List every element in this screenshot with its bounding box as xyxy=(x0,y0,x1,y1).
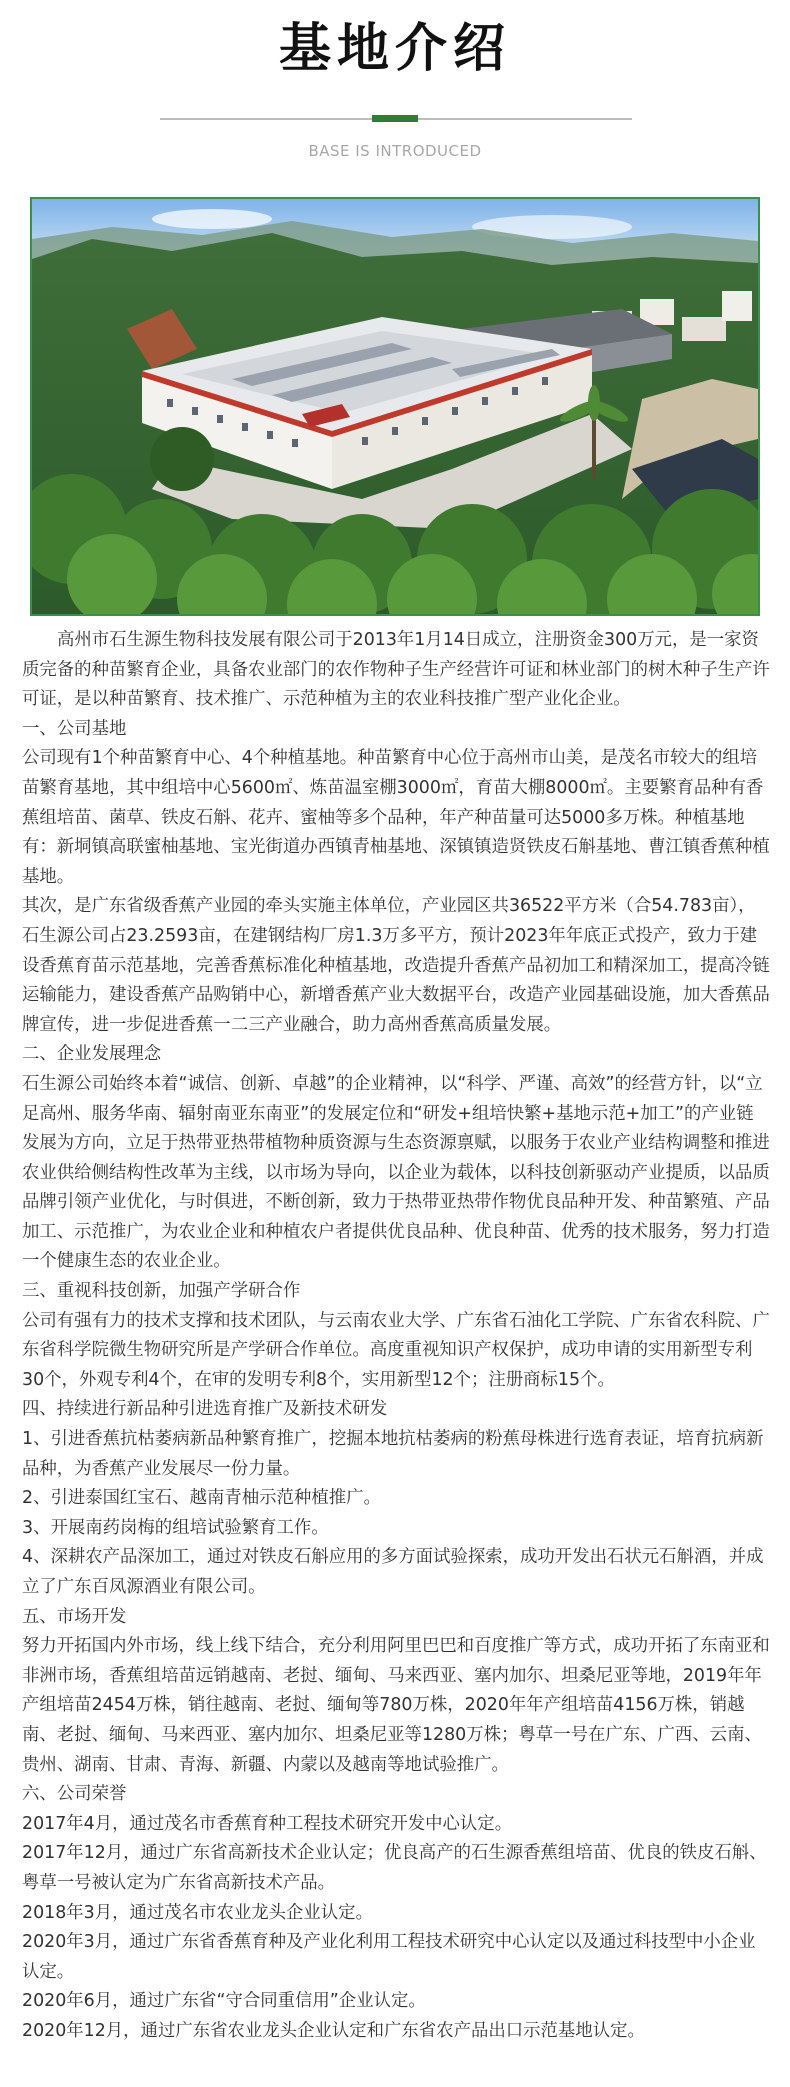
industrial-park-paragraph: 其次，是广东省级香蕉产业园的牵头实施主体单位，产业园区共36522平方米（合54.783亩），石生源公司占23.2593亩，在建钢结构厂房1.3万多平方，预计2023年年底正式投产，致力于建设香蕉育苗示范基地，完善香蕉标准化种植基地，改造提升香蕉产品初加工和精深加工，提高冷链运输能力，建设香蕉产品购销中心，新增香蕉产业大数据平台，改造产业园基础设施，加大香蕉品牌宣传，进一步促进香蕉一二三产业融合，助力高州香蕉高质量发展。 xyxy=(22,896,770,1035)
honor-item: 2017年12月，通过广东省高新技术企业认定；优良高产的石生源香蕉组培苗、优良的铁皮石斛、粤草一号被认定为广东省高新技术产品。 xyxy=(22,1843,767,1893)
honor-item: 2018年3月，通过茂名市农业龙头企业认定。 xyxy=(22,1902,373,1923)
breeding-item: 4、深耕农产品深加工，通过对铁皮石斛应用的多方面试验探索，成功开发出石状元石斛酒，并成立了广东百凤源酒业有限公司。 xyxy=(22,1547,764,1597)
honor-item: 2017年4月，通过茂名市香蕉育种工程技术研究开发中心认定。 xyxy=(22,1813,513,1834)
section-heading-breeding: 四、持续进行新品种引进选育推广及新技术研发 xyxy=(22,1399,388,1420)
section-heading-market: 五、市场开发 xyxy=(22,1606,127,1627)
intro-paragraph: 高州市石生源生物科技发展有限公司于2013年1月14日成立，注册资金300万元，是一家资质完备的种苗繁育企业，具备农业部门的农作物种子生产经营许可证和林业部门的树木种子生产许可证，是以种苗繁育、技术推广、示范种植为主的农业科技推广型产业化企业。 xyxy=(22,630,770,710)
factory-aerial-photo xyxy=(30,197,760,616)
section-heading-philosophy: 二、企业发展理念 xyxy=(22,1044,162,1065)
innovation-paragraph: 公司有强有力的技术支撑和技术团队，与云南农业大学、广东省石油化工学院、广东省农科院、广东省科学院微生物研究所是产学研合作单位。高度重视知识产权保护，成功申请的实用新型专利30个，外观专利4个，在审的发明专利8个，实用新型12个；注册商标15个。 xyxy=(22,1310,770,1390)
breeding-item: 3、开展南药岗梅的组培试验繁育工作。 xyxy=(22,1517,329,1538)
company-introduction xyxy=(22,626,770,2047)
honor-item: 2020年3月，通过广东省香蕉育种及产业化利用工程技术研究中心认定以及通过科技型中小企业认定。 xyxy=(22,1932,756,1982)
title-divider-accent xyxy=(372,115,418,122)
section-heading-innovation: 三、重视科技创新，加强产学研合作 xyxy=(22,1281,301,1302)
page-subtitle: BASE IS INTRODUCED xyxy=(308,142,482,160)
breeding-item: 2、引进泰国红宝石、越南青柚示范种植推广。 xyxy=(22,1488,381,1509)
honor-item: 2020年12月，通过广东省农业龙头企业认定和广东省农产品出口示范基地认定。 xyxy=(22,2020,645,2041)
market-paragraph: 努力开拓国内外市场，线上线下结合，充分利用阿里巴巴和百度推广等方式，成功开拓了东南亚和非洲市场，香蕉组培苗远销越南、老挝、缅甸、马来西亚、塞内加尔、坦桑尼亚等地，2019年年产组培苗2454万株，销往越南、老挝、缅甸等780万株，2020年年产组培苗4156万株，销越南、老挝、缅甸、马来西亚、塞内加尔、坦桑尼亚等1280万株；粤草一号在广东、广西、云南、贵州、湖南、甘肃、青海、新疆、内蒙以及越南等地试验推广。 xyxy=(22,1636,770,1775)
base-paragraph: 公司现有1个种苗繁育中心、4个种植基地。种苗繁育中心位于高州市山美，是茂名市较大的组培苗繁育基地，其中组培中心5600㎡、炼苗温室棚3000㎡，育苗大棚8000㎡。主要繁育品种有香蕉组培苗、菌草、铁皮石斛、花卉、蜜柚等多个品种，年产种苗量可达5000多万株。种植基地有：新垌镇高联蜜柚基地、宝光街道办西镇青柚基地、深镇镇造贤铁皮石斛基地、曹江镇香蕉种植基地。 xyxy=(22,748,770,887)
breeding-item: 1、引进香蕉抗枯萎病新品种繁育推广，挖掘本地抗枯萎病的粉蕉母株进行选育表证，培育抗病新品种，为香蕉产业发展尽一份力量。 xyxy=(22,1429,764,1479)
section-heading-base: 一、公司基地 xyxy=(22,718,127,739)
section-heading-honors: 六、公司荣誉 xyxy=(22,1784,127,1805)
page-title: 基地介绍 xyxy=(278,19,511,79)
honor-item: 2020年6月，通过广东省“守合同重信用”企业认定。 xyxy=(22,1991,426,2012)
philosophy-paragraph: 石生源公司始终本着“诚信、创新、卓越”的企业精神，以“科学、严谨、高效”的经营方针，以“立足高州、服务华南、辐射南亚东南亚”的发展定位和“研发+组培快繁+基地示范+加工”的产业链发展为方向，立足于热带亚热带植物种质资源与生态资源禀赋，以服务于农业产业结构调整和推进农业供给侧结构性改革为主线，以市场为导向，以企业为载体，以科技创新驱动产业提质，以品质品牌引领产业优化，与时俱进，不断创新，致力于热带亚热带作物优良品种开发、种苗繁殖、产品加工、示范推广，为农业企业和种植农户者提供优良品种、优良种苗、优秀的技术服务，努力打造一个健康生态的农业企业。 xyxy=(22,1073,770,1272)
